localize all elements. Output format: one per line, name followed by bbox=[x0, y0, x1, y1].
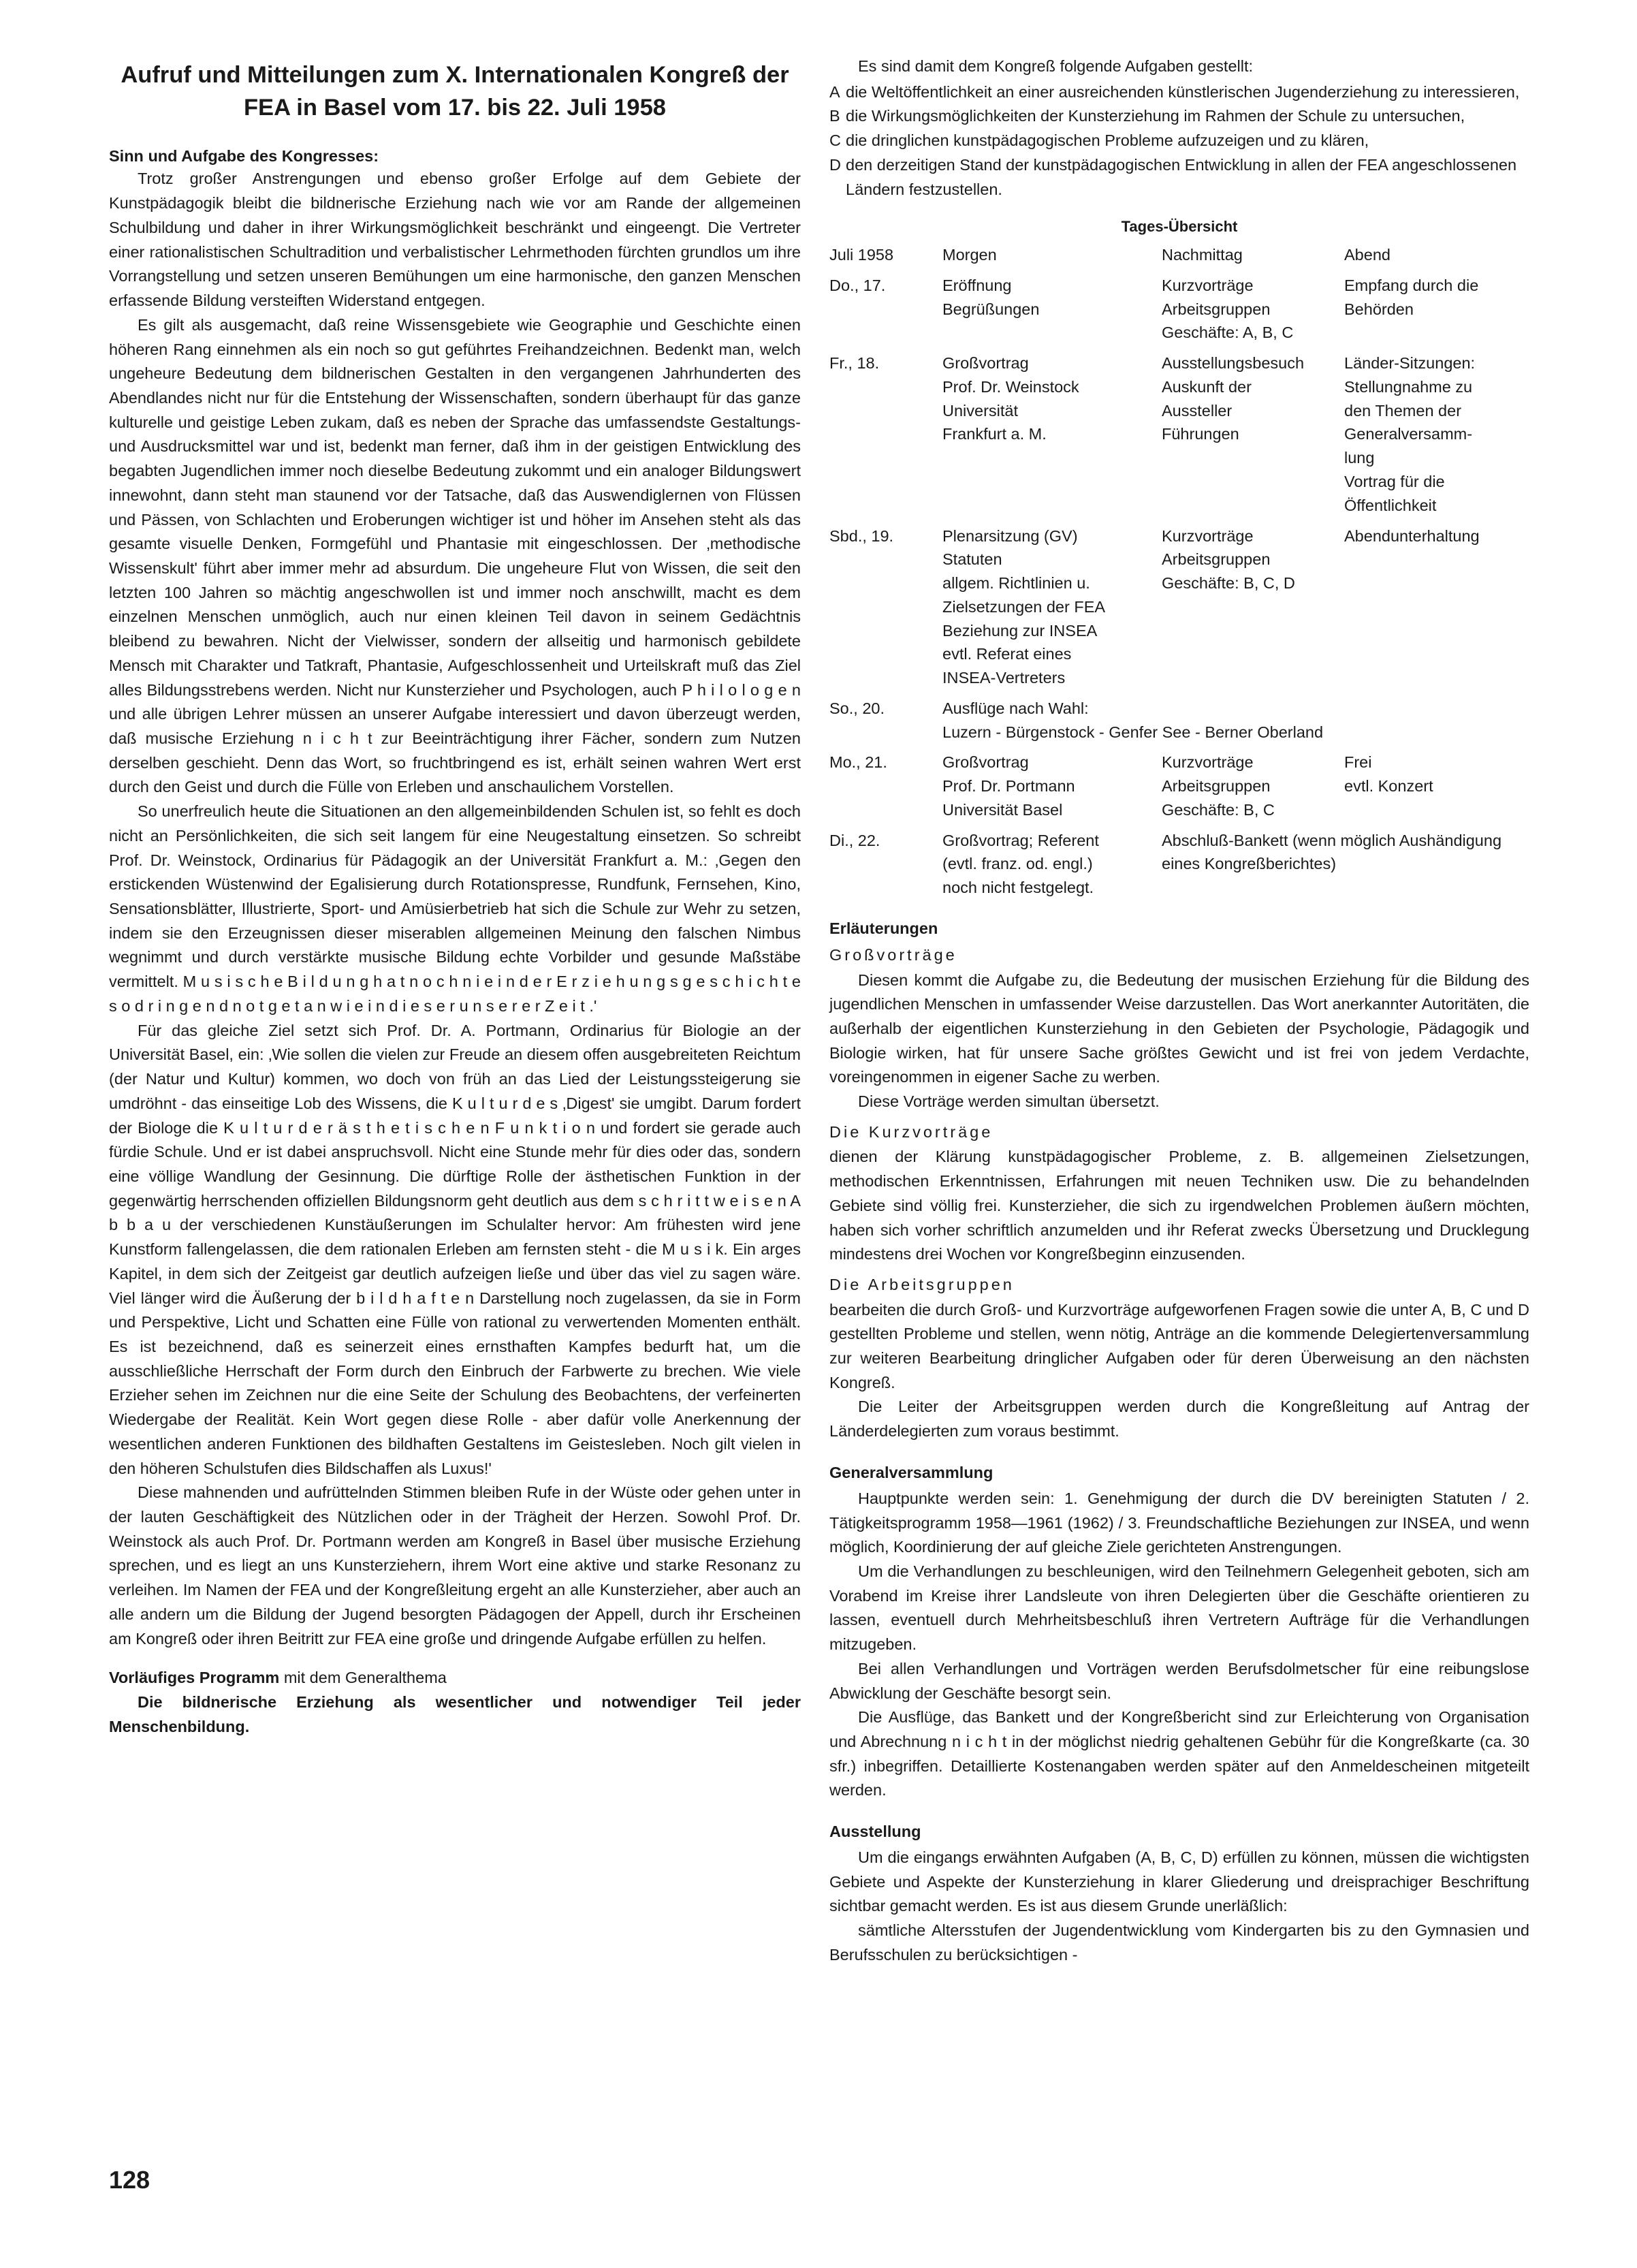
morning-cell: Eröffnung Begrüßungen bbox=[942, 276, 1040, 318]
paragraph: Die Leiter der Arbeitsgruppen werden durch die Kongreßleitung auf Antrag der Länderdelegierten zum voraus bestimmt. bbox=[829, 1398, 1529, 1440]
excursion-label-cell: Ausflüge nach Wahl: bbox=[942, 699, 1089, 717]
schedule-title: Tages-Übersicht bbox=[1121, 218, 1238, 236]
evening-cell: Empfang durch die Behörden bbox=[1344, 276, 1479, 318]
program-rest: mit dem Generalthema bbox=[279, 1669, 447, 1687]
program-theme: Die bildnerische Erziehung als wesentlicher und notwendiger Teil jeder Menschenbildung. bbox=[109, 1693, 801, 1735]
morning-cell: Großvortrag Prof. Dr. Weinstock Universität Frankfurt a. M. bbox=[942, 354, 1079, 443]
kurzvortraege-heading: Die Kurzvorträge bbox=[829, 1122, 994, 1141]
task-text: den derzeitigen Stand der kunstpädagogischen Entwicklung in allen der FEA angeschlossenen Ländern festzustellen. bbox=[846, 155, 1517, 198]
morning-cell: Großvortrag; Referent (evtl. franz. od. engl.) noch nicht festgelegt. bbox=[942, 831, 1099, 897]
paragraph: bearbeiten die durch Groß- und Kurzvorträge aufgeworfenen Fragen sowie die unter A, B, C und D gestellten Probleme und stellen, wenn nötig, Anträge an die kommende Delegiertenversammlung zur weiteren Bearbeitung dringlicher Aufgaben oder für deren Überweisung an den nächsten Kongreß. bbox=[829, 1300, 1529, 1391]
table-row bbox=[829, 524, 1529, 697]
table-row bbox=[829, 351, 1529, 524]
header-cell: Abend bbox=[1344, 246, 1390, 264]
paragraph: Hauptpunkte werden sein: 1. Genehmigung der durch die DV bereinigten Statuten / 2. Tätigkeitsprogramm 1958—1961 (1962) / 3. Freundschaftliche Beziehungen zur INSEA, und wenn möglich, Koordinierung der auf gleiche Ziele gerichteten Anstrengungen. bbox=[829, 1489, 1529, 1556]
day-cell: Do., 17. bbox=[829, 276, 886, 294]
afternoon-cell: Kurzvorträge Arbeitsgruppen Geschäfte: B, C, D bbox=[1162, 526, 1295, 593]
day-cell: Di., 22. bbox=[829, 831, 880, 849]
grossvortraege-heading: Großvorträge bbox=[829, 945, 957, 964]
task-item bbox=[829, 153, 1529, 202]
day-cell: Sbd., 19. bbox=[829, 526, 894, 545]
task-key: B bbox=[829, 107, 840, 125]
paragraph: Trotz großer Anstrengungen und ebenso großer Erfolge auf dem Gebiete der Kunstpädagogik bleibt die bildnerische Erziehung nach wie vor am Rande der allgemeinen Schulbildung und daher in ihrer Wirkungsmöglichkeit beschränkt und eingeengt. Die Vertreter einer rationalistischen Schultradition und verbalistischer Lehrmethoden fürchten grundlos um ihre Vorrangstellung und setzen unseren Bemühungen um eine harmonische, den ganzen Menschen erfassende Bildung versteiften Widerstand entgegen. bbox=[109, 170, 801, 310]
afternoon-cell: Kurzvorträge Arbeitsgruppen Geschäfte: B, C bbox=[1162, 753, 1275, 819]
ausstellung-heading: Ausstellung bbox=[829, 1823, 921, 1841]
paragraph: dienen der Klärung kunstpädagogischer Probleme, z. B. allgemeinen Zielsetzungen, methodischen Erkenntnissen, Erfahrungen mit neuen Techniken usw. Die zu behandelnden Gebiete sind völlig frei. Kunsterzieher, die sich zu irgendwelchen Problemen äußern möchten, haben sich vorher schriftlich anzumelden und ihr Referat zwecks Übersetzung und Drucklegung mindestens drei Wochen vor Kongreßbeginn einzusenden. bbox=[829, 1148, 1529, 1263]
evening-cell: Frei evtl. Konzert bbox=[1344, 753, 1433, 796]
paragraph: Für das gleiche Ziel setzt sich Prof. Dr. A. Portmann, Ordinarius für Biologie an der Universität Basel, ein: ‚Wie sollen die vielen zur Freude an diesem offen ausgebreiteten Reichtum (der Natur und Kultur) kommen, wo doch von früh an das Lied der Leistungssteigerung sie umdröhnt - das einseitige Lob des Wissens, die K u l t u r d e s ‚Digest' sie umgibt. Darum fordert der Biologe die K u l t u r d e r ä s t h e t i s c h e n F u n k t i o n und fordert sie gerade auch fürdie Schule. Und er ist dabei anspruchsvoll. Nicht eine Stunde mehr für dies oder das, sondern eine völlige Wandlung der Gesinnung. Die dürftige Rolle der ästhetischen Funktion in der gegenwärtig herrschenden offiziellen Bildungsnorm geht deutlich aus dem s c h r i t t w e i s e n A b b a u der verschiedenen Kunstäußerungen im Schulalter hervor: Am frühesten wird jene Kunstform fallengelassen, die dem rationalen Erleben am fernsten steht - die M u s i k. Ein arges Kapitel, in dem sich der Zeitgeist gar deutlich aufzeigen ließe und über das viel zu sagen wäre. Viel länger wird die Äußerung der b i l d h a f t e n Darstellung noch zugelassen, da sie in Form und Perspektive, Licht und Schatten eine Fülle von rational zu verwertenden Momenten enthält. Es ist bezeichnend, daß es seinerzeit eines ernsthaften Kampfes bedurft hat, um die ausschließliche Herrschaft der Form durch den Einbruch der Farbwerte zu brechen. Wie viele Erzieher sehen im Zeichnen nur die eine Seite der Schulung des Beobachtens, der verfeinerten Wiedergabe der Realität. Kein Wort gegen diese Rolle - aber dafür volle Anerkennung der wesentlichen anderen Funktionen des bildhaften Gestaltens im Geistesleben. Noch gilt vielen in den höheren Schulstufen dies Bildschaffen als Luxus!' bbox=[109, 1021, 801, 1477]
left-column bbox=[109, 54, 801, 1739]
right-column bbox=[829, 54, 1529, 1968]
evening-cell: Abendunterhaltung bbox=[1344, 526, 1480, 545]
paragraph: Diese Vorträge werden simultan übersetzt. bbox=[858, 1092, 1160, 1111]
program-line bbox=[109, 1666, 801, 1690]
task-item bbox=[829, 129, 1529, 153]
evening-cell: Länder-Sitzungen: Stellungnahme zu den Themen der Generalversamm- lung Vortrag für die Öffentlichkeit bbox=[1344, 354, 1476, 514]
header-cell: Nachmittag bbox=[1162, 246, 1243, 264]
paragraph: Diesen kommt die Aufgabe zu, die Bedeutung der musischen Erziehung für die Bildung des jugendlichen Menschen in umfassender Weise darzustellen. Das Wort anerkannter Autoritäten, die außerhalb der eigentlichen Kunsterziehung in den Gebieten der Psychologie, Pädagogik und Biologie wirken, hat für unsere Sache größtes Gewicht und ist frei von jedem Verdachte, voreingenommen in eigener Sache zu werben. bbox=[829, 971, 1529, 1086]
day-cell: So., 20. bbox=[829, 699, 885, 717]
paragraph: Es gilt als ausgemacht, daß reine Wissensgebiete wie Geographie und Geschichte einen höheren Rang einnehmen als ein noch so gut geführtes Freihandzeichnen. Bedenkt man, welch ungeheure Bedeutung dem bildnerischen Gestalten in den vergangenen Jahrhunderten des Abendlandes nicht nur für die Entstehung der Wissenschaften, sondern überhaupt für das ganze kulturelle und geistige Leben zukam, daß es neben der Sprache das umfassendste Gestaltungs- und Ausdrucksmittel war und ist, bedenkt man ferner, daß ihm in der geistigen Entwicklung des begabten Jugendlichen immer noch dieselbe Bedeutung zukommt und ein analoger Bildungswert innewohnt, dann steht man staunend vor der Tatsache, daß das Auswendiglernen von Flüssen und Pässen, von Schlachten und Eroberungen wichtiger ist und höher im Ansehen steht als das gesamte visuelle Denken, Formgefühl und Phantasie mit eingeschlossen. Der ‚methodische Wissenskult' führt aber immer mehr ad absurdum. Die ungeheure Flut von Wissen, die seit den letzten 100 Jahren so mächtig angeschwollen ist und immer noch anschwillt, macht es dem einzelnen Menschen unmöglich, auch nur einen kleinen Teil davon in seinem Gedächtnis bleibend zu bewahren. Nicht der Vielwisser, sondern der allseitig und harmonisch gebildete Mensch mit Charakter und Tatkraft, Phantasie, Aufgeschlossenheit und Urteilskraft muß das Ziel alles Bildungsstrebens werden. Nicht nur Kunsterzieher und Psychologen, auch P h i l o l o g e n und alle übrigen Lehrer müssen an unserer Aufgabe interessiert und davon überzeugt werden, daß musische Erziehung n i c h t zur Beeinträchtigung ihrer Fächer, sondern zum Nutzen derselben geschieht. Denn das Wort, so fruchtbringend es ist, erhält seinen wahren Wert erst durch den Geist und durch die Fülle von Erleben und anschaulichem Vorstellen. bbox=[109, 315, 801, 796]
table-row bbox=[829, 274, 1529, 351]
afternoon-cell: Kurzvorträge Arbeitsgruppen Geschäfte: A, B, C bbox=[1162, 276, 1294, 342]
header-cell: Juli 1958 bbox=[829, 246, 894, 264]
day-cell: Mo., 21. bbox=[829, 753, 887, 772]
task-key: A bbox=[829, 82, 840, 101]
paragraph: sämtliche Altersstufen der Jugendentwicklung vom Kindergarten bis zu den Gymnasien und Berufsschulen zu berücksichtigen - bbox=[829, 1921, 1529, 1964]
erlaeuterungen-heading: Erläuterungen bbox=[829, 919, 938, 938]
task-key: C bbox=[829, 131, 841, 150]
paragraph: Diese mahnenden und aufrüttelnden Stimmen bleiben Rufe in der Wüste oder gehen unter in der lauten Geschäftigkeit des Nützlichen oder in der Trägheit der Herzen. Sowohl Prof. Dr. Weinstock als auch Prof. Dr. Portmann werden am Kongreß in Basel über musische Erziehung sprechen, und es liegt an uns Kunsterziehern, ihrem Wort eine aktive und starke Resonanz zu verleihen. Im Namen der FEA und der Kongreßleitung ergeht an alle Kunsterzieher, aber auch an alle andern um die Bildung der Jugend besorgten Pädagogen der Appell, durch ihr Erscheinen am Kongreß oder ihren Beitritt zur FEA eine große und dringende Aufgabe erfüllen zu helfen. bbox=[109, 1483, 801, 1648]
table-row bbox=[829, 697, 1529, 721]
task-text: die dringlichen kunstpädagogischen Probleme aufzuzeigen und zu klären, bbox=[846, 131, 1369, 150]
article-title: Aufruf und Mitteilungen zum X. Internationalen Kongreß der FEA in Basel vom 17. bis 22. Juli 1958 bbox=[121, 62, 789, 121]
task-item bbox=[829, 80, 1529, 105]
table-row bbox=[829, 829, 1529, 900]
sinn-heading: Sinn und Aufgabe des Kongresses: bbox=[109, 146, 379, 165]
task-item bbox=[829, 104, 1529, 129]
paragraph: Bei allen Verhandlungen und Vorträgen werden Berufsdolmetscher für eine reibungslose Abwicklung der Geschäfte besorgt sein. bbox=[829, 1659, 1529, 1702]
excursion-destinations-cell: Luzern - Bürgenstock - Genfer See - Berner Oberland bbox=[942, 723, 1324, 741]
table-header-row bbox=[829, 243, 1529, 274]
afternoon-cell: Ausstellungsbesuch Auskunft der Aussteller Führungen bbox=[1162, 354, 1305, 443]
generalversammlung-heading: Generalversammlung bbox=[829, 1463, 994, 1481]
day-cell: Fr., 18. bbox=[829, 354, 880, 373]
paragraph: Die Ausflüge, das Bankett und der Kongreßbericht sind zur Erleichterung von Organisation und Abrechnung n i c h t in der möglichst niedrig gehaltenen Gebühr für die Kongreßkarte (ca. 30 sfr.) inbegriffen. Detaillierte Kostenangaben werden später auf den Anmeldescheinen mitgeteilt werden. bbox=[829, 1708, 1529, 1799]
program-label: Vorläufiges Programm bbox=[109, 1669, 280, 1687]
task-text: die Weltöffentlichkeit an einer ausreichenden künstlerischen Jugenderziehung zu interessieren, bbox=[846, 82, 1520, 101]
task-key: D bbox=[829, 155, 841, 174]
schedule-table bbox=[829, 243, 1529, 900]
paragraph: Um die Verhandlungen zu beschleunigen, wird den Teilnehmern Gelegenheit geboten, sich am Vorabend im Kreise ihrer Landsleute von ihren Delegierten über die Geschäfte orientieren zu lassen, eventuell durch Mehrheitsbeschluß ihren Vertretern Aufträge für die Verhandlungen mitzugeben. bbox=[829, 1562, 1529, 1654]
morning-cell: Großvortrag Prof. Dr. Portmann Universität Basel bbox=[942, 753, 1075, 819]
paragraph: Um die eingangs erwähnten Aufgaben (A, B, C, D) erfüllen zu können, müssen die wichtigsten Gebiete und Aspekte der Kunsterziehung in klarer Gliederung und dreisprachiger Beschriftung sichtbar gemacht werden. Es ist aus diesem Grunde unerläßlich: bbox=[829, 1848, 1529, 1915]
paragraph: So unerfreulich heute die Situationen an den allgemeinbildenden Schulen ist, so fehlt es doch nicht an Persönlichkeiten, die sich seit langem für eine Neugestaltung einsetzen. So schreibt Prof. Dr. Weinstock, Ordinarius für Pädagogik an der Universität Frankfurt a. M.: ‚Gegen den erstickenden Wüstenwind der Egalisierung durch Rotationspresse, Rundfunk, Fernsehen, Kino, Sensationsblätter, Illustrierte, Sport- und Amüsierbetrieb hat sich die Schule zur Wehr zu setzen, indem sie den Erzeugnissen dieser miserablen allgemeinen Meinung den falschen Nimbus wegnimmt und durch verstärkte musische Bildung echte Vorbilder und gesunde Maßstäbe vermittelt. M u s i s c h e B i l d u n g h a t n o c h n i e i n d e r E r z i e h u n g s g e s c h i c h t e s o d r i n g e n d n o t g e t a n w i e i n d i e s e r u n s e r e r Z e i t .' bbox=[109, 802, 801, 1015]
afternoon-evening-cell: Abschluß-Bankett (wenn möglich Aushändigung eines Kongreßberichtes) bbox=[1162, 831, 1502, 873]
arbeitsgruppen-heading: Die Arbeitsgruppen bbox=[829, 1276, 1015, 1293]
morning-cell: Plenarsitzung (GV) Statuten allgem. Richtlinien u. Zielsetzungen der FEA Beziehung zur INSEA evtl. Referat eines INSEA-Vertreters bbox=[942, 526, 1106, 687]
header-cell: Morgen bbox=[942, 246, 997, 264]
page-number: 128 bbox=[109, 2166, 150, 2194]
table-row bbox=[829, 751, 1529, 828]
tasks-intro: Es sind damit dem Kongreß folgende Aufgaben gestellt: bbox=[858, 57, 1254, 75]
table-row bbox=[829, 721, 1529, 751]
task-text: die Wirkungsmöglichkeiten der Kunsterziehung im Rahmen der Schule zu untersuchen, bbox=[846, 107, 1465, 125]
